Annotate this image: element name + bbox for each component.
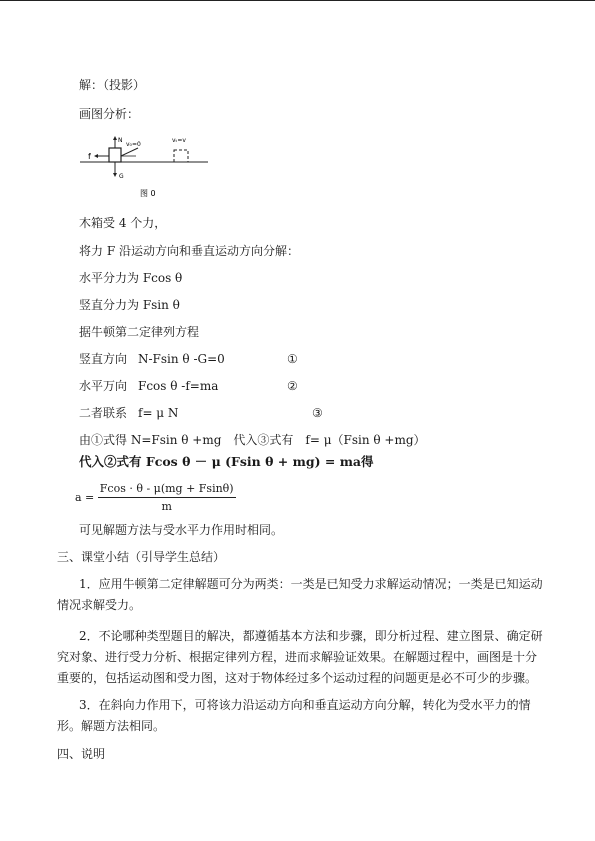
top-rule bbox=[0, 0, 595, 1]
box-start bbox=[109, 148, 121, 162]
eq1-label: 竖直方向 bbox=[79, 352, 128, 366]
formula-lhs: a = bbox=[75, 491, 95, 504]
v0-label: v₀=0 bbox=[126, 141, 141, 148]
applied-force-arrow bbox=[121, 148, 138, 156]
eq1-text: N-Fsin θ -G=0 bbox=[138, 352, 225, 366]
friction-label: f bbox=[88, 152, 91, 161]
decompose-line: 将力 F 沿运动方向和垂直运动方向分解： bbox=[79, 244, 299, 258]
summary-point-3: 3．在斜向力作用下，可将该力沿运动方向和垂直运动方向分解，转化为受水平力的情形。解题方法相同。 bbox=[57, 698, 531, 733]
eq2-number: ② bbox=[287, 379, 298, 393]
summary-point-2: 2．不论哪种类型题目的解决，都遵循基本方法和步骤，即分析过程、建立图景、确定研究对象、进行受力分析、根据定律列方程，进而求解验证效果。在解题过程中，画图是十分重要的，包括运动图和受力图，这对于物体经过多个运动过程的问题更是必不可少的步骤。 bbox=[57, 629, 543, 685]
gravity-label: G bbox=[119, 173, 124, 180]
force-diagram bbox=[80, 134, 220, 200]
formula-numerator: Fcos · θ - μ(mg + Fsinθ) bbox=[98, 482, 236, 498]
solution-line: 解：（投影） bbox=[79, 78, 146, 92]
eq2-label: 水平万向 bbox=[79, 379, 128, 393]
eq3-label: 二者联系 bbox=[79, 406, 128, 420]
forces-line: 木箱受 4 个力， bbox=[79, 216, 167, 230]
box-end bbox=[174, 150, 188, 162]
substitution-line-1: 由①式得 N=Fsin θ +mg 代入③式有 f= μ（Fsin θ +mg） bbox=[79, 433, 426, 447]
eq1-number: ① bbox=[287, 352, 298, 366]
substitution-line-2: 代入②式有 Fcos θ － μ (Fsin θ + mg) = ma得 bbox=[79, 454, 374, 469]
summary-heading: 三、课堂小结（引导学生总结） bbox=[57, 550, 226, 564]
conclusion-line: 可见解题方法与受水平力作用时相同。 bbox=[79, 523, 284, 537]
normal-label: N bbox=[118, 137, 123, 144]
vt-label: vₜ=v bbox=[172, 137, 186, 144]
analysis-line: 画图分析： bbox=[79, 107, 140, 121]
horizontal-component-line: 水平分力为 Fcos θ bbox=[79, 271, 183, 285]
summary-point-1: 1．应用牛顿第二定律解题可分为两类：一类是已知受力求解运动情况；一类是已知运动情况求解受力。 bbox=[57, 577, 543, 612]
explain-heading: 四、说明 bbox=[57, 747, 106, 761]
formula-denominator: m bbox=[161, 500, 172, 513]
formula-fraction bbox=[98, 482, 236, 514]
eq2-text: Fcos θ -f=ma bbox=[138, 379, 219, 393]
eq3-text: f= μ N bbox=[138, 406, 179, 420]
eq3-number: ③ bbox=[312, 406, 323, 420]
acceleration-formula bbox=[75, 482, 236, 514]
vertical-component-line: 竖直分力为 Fsin θ bbox=[79, 298, 180, 312]
newton-law-line: 据牛顿第二定律列方程 bbox=[79, 325, 200, 339]
diagram-caption: 图 0 bbox=[140, 189, 156, 198]
